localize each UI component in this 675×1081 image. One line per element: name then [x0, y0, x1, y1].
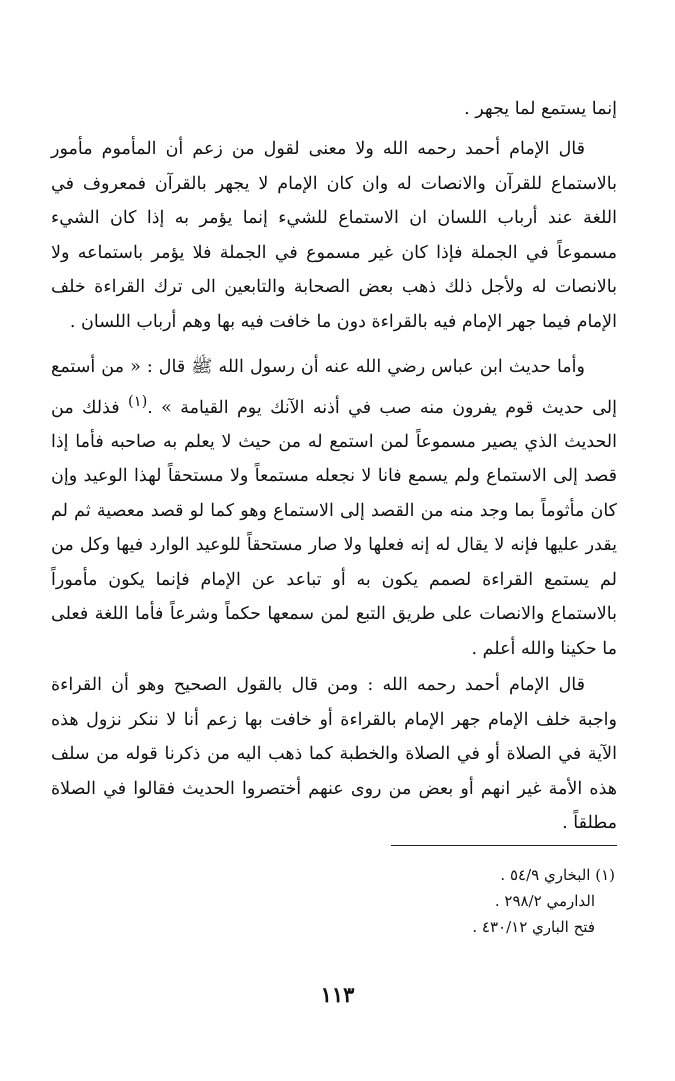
- paragraph-2-text-before-reference: وأما حديث ابن عباس رضي الله عنه أن رسول الله ﷺ قال : « من أستمع إلى حديث قوم يفرون منه صب في أذنه الآنك يوم القيامة » .: [51, 357, 617, 418]
- paragraph-3: قال الإمام أحمد رحمه الله : ومن قال بالقول الصحيح وهو أن القراءة واجبة خلف الإمام جهر الإمام بالقراءة أو خافت بها زعم أنا لا ننكر نزول هذه الآية في الصلاة أو في الصلاة والخطبة كما ذهب اليه من ذكرنا قوله من سلف هذه الأمة غير انهم أو بعض من روى عنهم أختصروا الحديث فقالوا في الصلاة مطلقاً .: [51, 675, 617, 833]
- footnotes: [215, 862, 615, 940]
- paragraph-2: [51, 350, 617, 666]
- footnote-1: (١) البخاري ٥٤/٩ .: [500, 866, 615, 884]
- footnote-2: الدارمي ٢٩٨/٢ .: [494, 892, 595, 910]
- footnote-divider: [391, 845, 617, 846]
- paragraph-1: قال الإمام أحمد رحمه الله ولا معنى لقول من زعم أن المأموم مأمور بالاستماع للقرآن والانصات له وان كان الإمام لا يجهر بالقرآن فمعروف في اللغة عند أرباب اللسان ان الاستماع للشيء إنما يؤمر به إذا كان الشيء مسموعاً في الجملة فإذا كان غير مسموع في الجملة فلا يؤمر باستماعه ولا بالانصات له ولأجل ذلك ذهب بعض الصحابة والتابعين الى ترك القراءة خلف الإمام فيما جهر الإمام فيه بالقراءة دون ما خافت فيه بها وهم أرباب اللسان .: [51, 139, 617, 332]
- footnote-reference-1: (١): [128, 392, 148, 410]
- page-number: ١١٣: [320, 982, 355, 1007]
- paragraph-2-text-after-reference: فذلك من الحديث الذي يصير مسموعاً لمن استمع له من حيث لا يعلم به صاحبه فأما إذا قصد إلى الاستماع ولم يسمع فانا لا نجعله مستمعاً ولا مستحقاً لهذا الوعيد وإن كان مأثوماً بما وجد منه من القصد إلى الاستماع وهو كما لو قصد معصية ثم لم يقدر عليها فإنه لا يقال له إنه فعلها ولا صار مستحقاً للوعيد الوارد فيها وكل من لم يستمع القراءة لصمم يكون به أو تباعد عن الإمام فإنما يكون مأموراً بالاستماع والانصات على طريق التبع لمن سمعها حكماً وشرعاً فأما اللغة فعلى ما حكينا والله أعلم .: [51, 397, 617, 659]
- intro-line: إنما يستمع لما يجهر .: [464, 99, 617, 119]
- footnote-3: فتح الباري ٤٣٠/١٢ .: [472, 918, 595, 936]
